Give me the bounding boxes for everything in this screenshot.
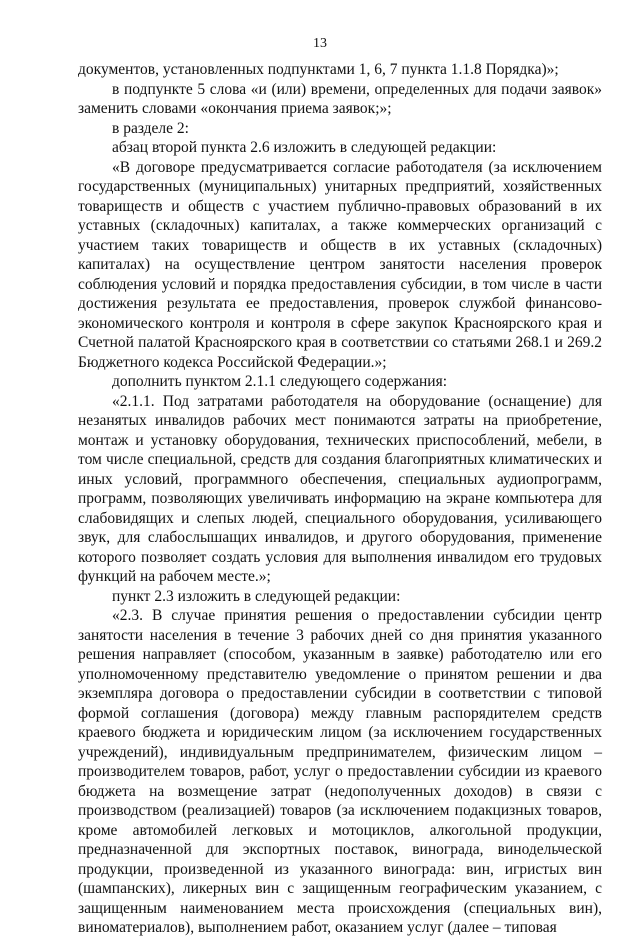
paragraph-item-2-6-intro: абзац второй пункта 2.6 изложить в следующей редакции: — [112, 139, 497, 156]
page-number: 13 — [313, 36, 327, 51]
paragraph-item-2-1-1-text: «2.1.1. Под затратами работодателя на оборудование (оснащение) для незанятых инвалидов рабочих мест понимаются затраты на приобретение, монтаж и установку оборудования, технических приспособлений, мебели, в том числе специальной, средств для создания благоприятных климатических и иных условий, программного обеспечения, специальных аудиопрограмм, программ, позволяющих увеличивать информацию на экране компьютера для слабовидящих и слепых людей, специального оборудования, усиливающего звук, для слабослышащих инвалидов, и другого оборудования, применение которого позволяет создать условия для выполнения инвалидом его трудовых функций на рабочем месте.»; — [78, 392, 602, 585]
paragraph-item-2-1-1-intro: дополнить пунктом 2.1.1 следующего содержания: — [112, 373, 447, 390]
paragraph-amend-subitem-5: в подпункте 5 слова «и (или) времени, определенных для подачи заявок» заменить словами «окончания приема заявок;»; — [78, 80, 602, 117]
paragraph-section-2: в разделе 2: — [112, 119, 189, 137]
paragraph-item-2-6-text: «В договоре предусматривается согласие работодателя (за исключением государственных (муниципальных) унитарных предприятий, хозяйственных товариществ и обществ с участием публично-правовых образований в их уставных (складочных) капиталах, а также коммерческих организаций с участием таких товариществ и обществ в их уставных (складочных) капиталах) на осуществление центром занятости населения проверок соблюдения условий и порядка предоставления субсидии, в том числе в части достижения результата ее предоставления, проверок службой финансово-экономического контроля и контроля в сфере закупок Красноярского края и Счетной палатой Красноярского края в соответствии со статьями 268.1 и 269.2 Бюджетного кодекса Российской Федерации.»; — [78, 158, 602, 371]
paragraph-item-2-3-intro: пункт 2.3 изложить в следующей редакции: — [112, 587, 401, 605]
paragraph-continuation: документов, установленных подпунктами 1, 6, 7 пункта 1.1.8 Порядка)»; — [78, 61, 559, 78]
paragraph-item-2-3-text: «2.3. В случае принятия решения о предоставлении субсидии центр занятости населения в течение 3 рабочих дней со дня принятия указанного решения направляет (способом, указанным в заявке) работодателю или его уполномоченному представителю уведомление о принятом решении и два экземпляра договора о предоставлении субсидии в соответствии с типовой формой соглашения (договора) между главным распорядителем средств краевого бюджета и юридическим лицом (за исключением государственных учреждений), индивидуальным предпринимателем, физическим лицом – производителем товаров, работ, услуг о предоставлении субсидии из краевого бюджета на возмещение затрат (недополученных доходов) в связи с производством (реализацией) товаров (за исключением подакцизных товаров, кроме автомобилей легковых и мотоциклов, алкогольной продукции, предназначенной для экспортных поставок, винограда, винодельческой продукции, произведенной из указанного винограда: вин, игристых вин (шампанских), ликерных вин с защищенным географическим указанием, с защищенным наименованием места происхождения (специальных вин), виноматериалов), выполнением работ, оказанием услуг (далее – типовая — [78, 607, 602, 936]
document-body — [78, 60, 602, 938]
